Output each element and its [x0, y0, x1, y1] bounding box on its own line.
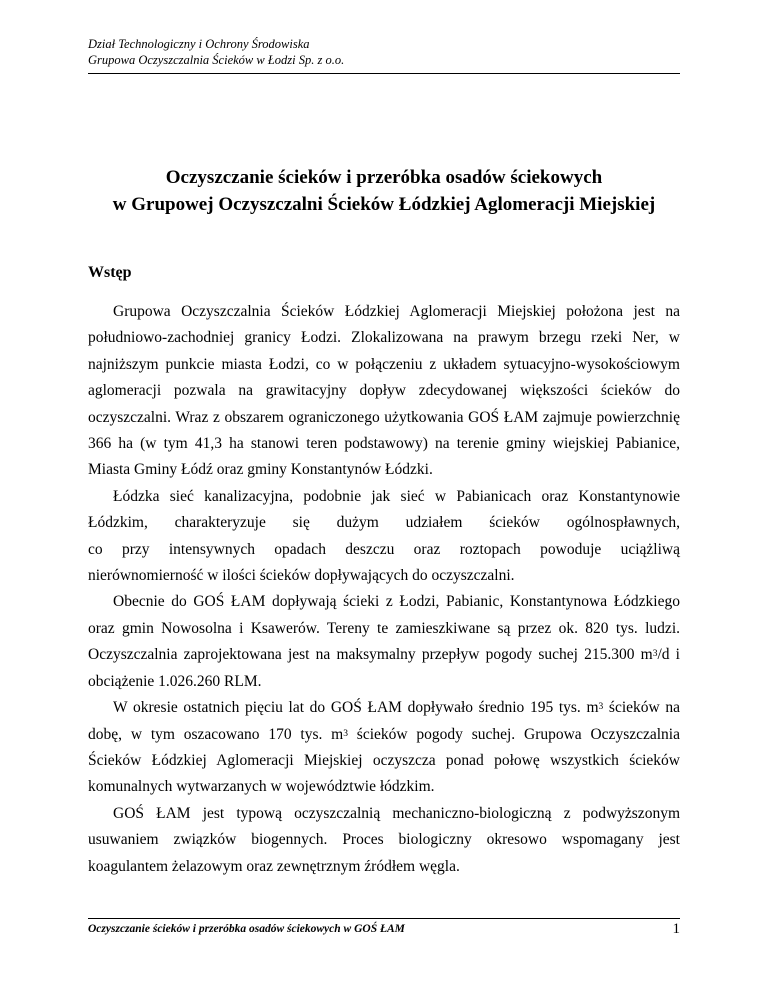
paragraph-2-line-3: nierównomierność w ilości ścieków dopływających do oczyszczalni.: [88, 567, 515, 585]
header-divider: [88, 73, 680, 74]
superscript-3: 3: [343, 728, 348, 739]
paragraph-4-text-a: W okresie ostatnich pięciu lat do GOŚ ŁAM dopływało średnio 195 tys. m: [113, 699, 599, 717]
title-line-2: w Grupowej Oczyszczalni Ścieków Łódzkiej Aglomeracji Miejskiej: [112, 194, 656, 215]
paragraph-3-text-b: /d i obciążenie 1.026.260 RLM.: [88, 646, 680, 690]
superscript-3: 3: [598, 702, 604, 713]
paragraph-3: [88, 589, 680, 695]
superscript-3: 3: [652, 649, 658, 660]
paragraph-4-text-c: ścieków pogody suchej. Grupowa Oczyszczalnia Ścieków Łódzkiej Aglomeracji Miejskiej oczyszcza ponad połowę wszystkich ścieków komunalnych wytwarzanych w województwie łódzkim.: [88, 725, 680, 796]
paragraph-4: [88, 695, 680, 801]
section-heading: Wstęp: [88, 264, 132, 281]
document-title: [88, 164, 680, 218]
paragraph-2-line-2: co przy intensywnych opadach deszczu oraz roztopach powoduje uciążliwą: [88, 540, 680, 558]
paragraph-5: GOŚ ŁAM jest typową oczyszczalnią mechaniczno-biologiczną z podwyższonym usuwaniem związków biogennych. Proces biologiczny okresowo wspomagany jest koagulantem żelazowym oraz zewnętrznym źródłem węgla.: [88, 804, 680, 875]
footer-divider: [88, 918, 680, 919]
header-department: Dział Technologiczny i Ochrony Środowiska: [88, 37, 310, 51]
paragraph-1: Grupowa Oczyszczalnia Ścieków Łódzkiej Aglomeracji Miejskiej położona jest na południowo-zachodniej granicy Łodzi. Zlokalizowana na prawym brzegu rzeki Ner, w najniższym punkcie miasta Łodzi, co w połączeniu z układem sytuacyjno-wysokościowym aglomeracji pozwala na grawitacyjny dopływ zdecydowanej większości ścieków do oczyszczalni. Wraz z obszarem ograniczonego użytkowania GOŚ ŁAM zajmuje powierzchnię 366 ha (w tym 41,3 ha stanowi teren podstawowy) na terenie gminy wiejskiej Pabianice, Miasta Gminy Łódź oraz gminy Konstantynów Łódzki.: [88, 303, 680, 479]
document-body: [88, 299, 680, 880]
page-number: 1: [672, 921, 680, 937]
paragraph-3-text-a: Obecnie do GOŚ ŁAM dopływają ścieki z Łodzi, Pabianic, Konstantynowa Łódzkiego oraz gmin Nowosolna i Ksawerów. Tereny te zamieszkiwane są przez ok. 820 tys. ludzi. Oczyszczalnia zaprojektowana jest na maksymalny przepływ pogody suchej 215.300 m: [88, 593, 680, 664]
paragraph-2-line-1: Łódzka sieć kanalizacyjna, podobnie jak sieć w Pabianicach oraz Konstantynowie Łódzkim, charakteryzuje się dużym udziałem ścieków ogólnospławnych,: [88, 487, 680, 532]
page-header: [88, 36, 680, 68]
paragraph-4-text-b: ścieków na dobę, w tym oszacowano 170 tys. m: [88, 699, 680, 743]
title-line-1: Oczyszczanie ścieków i przeróbka osadów ściekowych: [165, 167, 603, 188]
footer-title: Oczyszczanie ścieków i przeróbka osadów ściekowych w GOŚ ŁAM: [88, 923, 405, 935]
header-company: Grupowa Oczyszczalnia Ścieków w Łodzi Sp. z o.o.: [88, 53, 345, 67]
